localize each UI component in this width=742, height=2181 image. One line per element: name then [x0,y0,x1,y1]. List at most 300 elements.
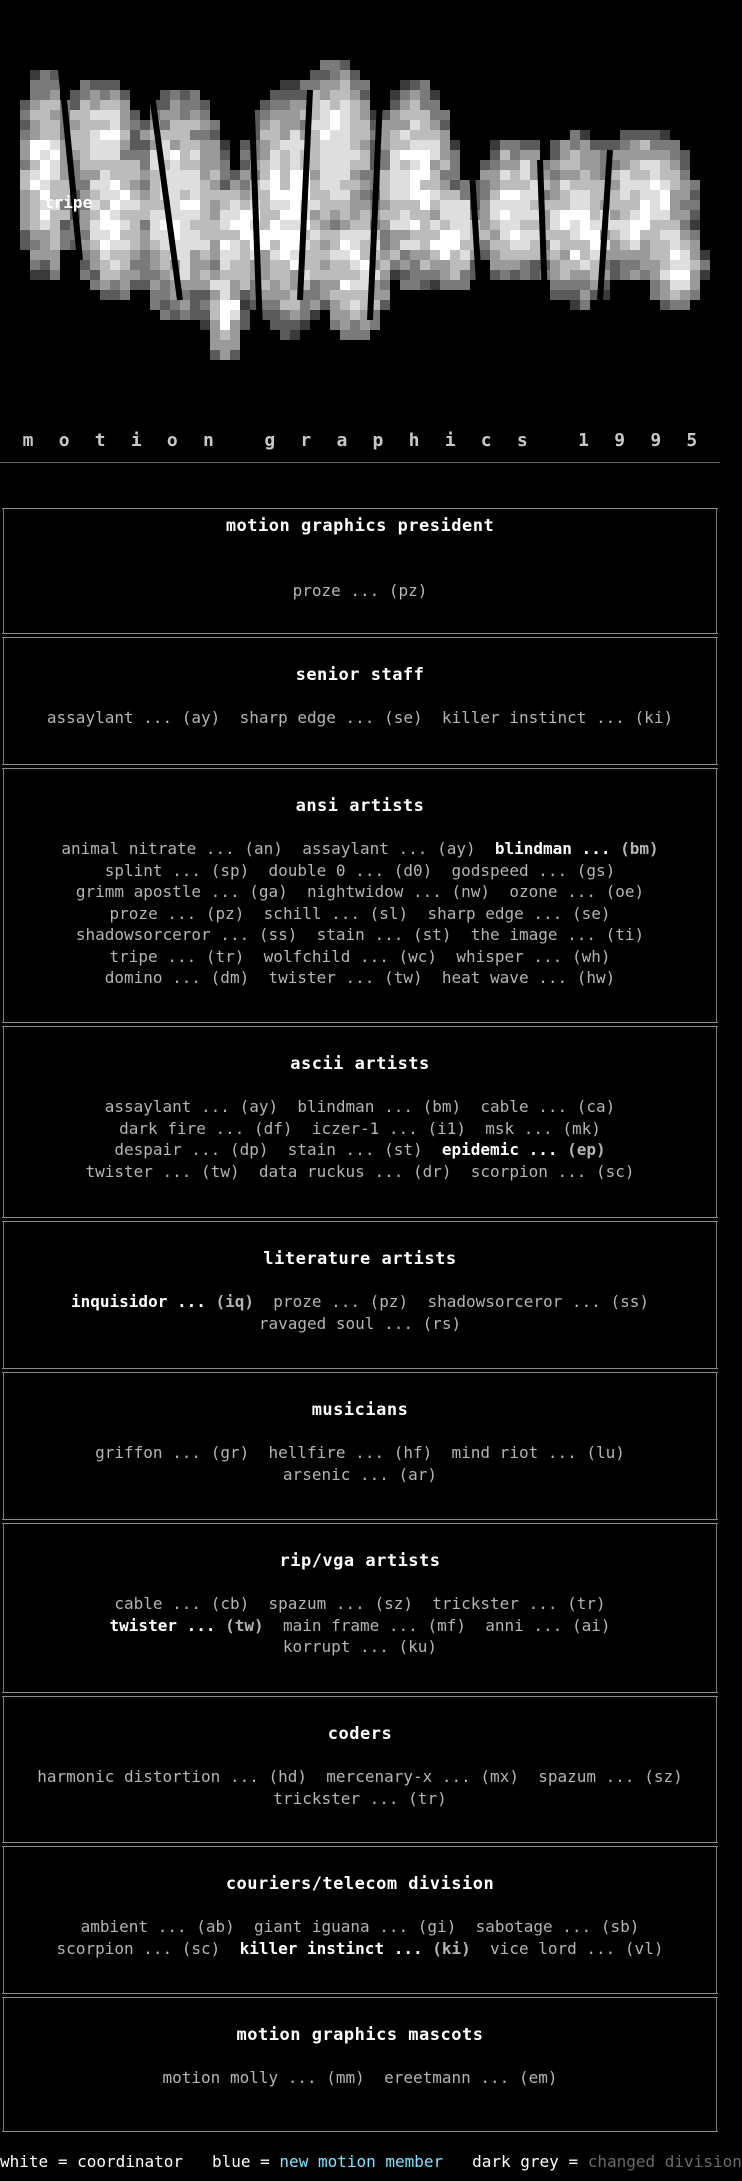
logo-pixel [170,200,180,210]
logo-pixel [520,260,530,270]
member-name: the image [470,925,558,944]
logo-pixel [260,100,270,110]
logo-pixel [280,330,290,340]
logo-pixel [580,130,590,140]
member-line [2,860,718,882]
member-entry: wolfchild ... (wc) [263,946,438,966]
logo-pixel [110,180,120,190]
logo-pixel [160,270,170,280]
logo-pixel [50,100,60,110]
member-tag: (ga) [249,882,288,901]
logo-pixel [360,150,370,160]
logo-pixel [110,200,120,210]
tagline-letter: i [444,430,456,451]
logo-pixel [100,240,110,250]
logo-pixel [490,230,500,240]
logo-pixel [120,200,130,210]
logo-pixel [120,140,130,150]
member-tag: (i1) [427,1118,466,1138]
logo-pixel [330,280,340,290]
member-name: main frame [282,1615,380,1635]
logo-pixel [350,270,360,280]
member-name: double 0 [268,860,346,880]
logo-pixel [620,150,630,160]
logo-pixel [260,210,270,220]
logo-pixel [270,220,280,230]
logo-pixel [460,180,470,190]
logo-pixel [100,200,110,210]
logo-pixel [340,210,350,220]
logo-pixel [650,150,660,160]
section-rip-vga-artists [2,1523,718,1693]
section-heading: motion graphics mascots [236,2025,484,2045]
logo-pixel [430,140,440,150]
logo-pixel [210,140,220,150]
logo-pixel [610,180,620,190]
member-tag: (dm) [210,968,250,987]
logo-pixel [520,160,530,170]
logo-pixel [180,90,190,100]
logo-pixel [260,190,270,200]
member-entry: scorpion ... (sc) [470,1161,635,1181]
logo-pixel [440,130,450,140]
logo-pixel [580,150,590,160]
logo-pixel [120,240,130,250]
logo-pixel [260,280,270,290]
member-entry: ozone ... (oe) [509,882,645,901]
logo-pixel [350,80,360,90]
logo-pixel [570,250,580,260]
logo-pixel [690,240,700,250]
logo-pixel [650,270,660,280]
logo-pixel [340,150,350,160]
logo-pixel [580,170,590,180]
logo-pixel [120,280,130,290]
logo-pixel [440,220,450,230]
logo-pixel [360,80,370,90]
logo-pixel [230,170,240,180]
logo-pixel [660,250,670,260]
logo-pixel [480,210,490,220]
logo-pixel [180,150,190,160]
logo-pixel [280,260,290,270]
logo-pixel [550,240,560,250]
logo-pixel [650,280,660,290]
logo-pixel [330,320,340,330]
logo-pixel [260,130,270,140]
logo-pixel [270,280,280,290]
member-tag: (bm) [422,1097,462,1116]
logo-pixel [400,260,410,270]
logo-pixel [110,140,120,150]
logo-pixel [570,280,580,290]
logo-pixel [130,130,140,140]
logo-pixel [220,330,230,340]
logo-pixel [690,290,700,300]
logo-pixel [110,210,120,220]
logo-pixel [510,190,520,200]
logo-pixel [580,220,590,230]
member-entry: heat wave ... (hw) [441,968,616,987]
logo-pixel [340,190,350,200]
logo-pixel [680,180,690,190]
logo-pixel [380,280,390,290]
logo-pixel [350,220,360,230]
member-entry: korrupt ... (ku) [282,1637,438,1656]
logo-pixel [50,250,60,260]
logo-pixel [600,140,610,150]
logo-pixel [550,220,560,230]
logo-pixel [480,250,490,260]
logo-pixel [130,150,140,160]
logo-pixel [620,200,630,210]
logo-pixel [440,150,450,160]
logo-pixel [390,230,400,240]
logo-pixel [350,310,360,320]
logo-pixel [650,170,660,180]
logo-pixel [630,200,640,210]
logo-pixel [280,100,290,110]
logo-pixel [520,190,530,200]
member-tag: (sc) [596,1161,635,1181]
logo-pixel [450,190,460,200]
member-name: epidemic [441,1140,519,1159]
logo-pixel [620,210,630,220]
logo-pixel [240,260,250,270]
logo-pixel [530,250,540,260]
logo-pixel [640,240,650,250]
logo-pixel [120,90,130,100]
logo-pixel [280,200,290,210]
logo-pixel [640,160,650,170]
logo-pixel [340,140,350,150]
logo-pixel [550,150,560,160]
member-entry: dark fire ... (df) [119,1118,293,1138]
logo-pixel [260,240,270,250]
logo-pixel [440,160,450,170]
logo-pixel [280,240,290,250]
logo-pixel [80,270,90,280]
logo-pixel [220,210,230,220]
member-entry: the image ... (ti) [470,925,645,944]
member-name: mercenary-x [326,1767,433,1786]
logo-pixel [280,320,290,330]
divider [0,462,720,463]
tagline-letter: 9 [650,430,662,451]
logo-pixel [180,110,190,120]
logo-pixel [380,270,390,280]
logo-pixel [650,140,660,150]
logo-pixel [490,170,500,180]
logo-pixel [400,180,410,190]
logo-pixel [90,260,100,270]
logo-pixel [50,260,60,270]
logo-pixel [610,250,620,260]
member-tag: (ab) [196,1917,235,1936]
logo-pixel [670,230,680,240]
logo-pixel [450,200,460,210]
member-name: assaylant [104,1097,192,1116]
logo-pixel [560,270,570,280]
logo-pixel [590,140,600,150]
logo-pixel [460,220,470,230]
logo-pixel [90,170,100,180]
logo-pixel [640,250,650,260]
logo-pixel [130,230,140,240]
logo-pixel [330,270,340,280]
logo-pixel [610,260,620,270]
logo-pixel [150,200,160,210]
section-heading: couriers/telecom division [225,1874,495,1894]
logo-pixel [670,170,680,180]
logo-pixel [660,170,670,180]
logo-pixel [30,90,40,100]
logo-pixel [280,170,290,180]
logo-pixel [580,230,590,240]
logo-pixel [140,190,150,200]
logo-pixel [210,320,220,330]
logo-pixel [440,250,450,260]
logo-pixel [190,280,200,290]
logo-pixel [190,140,200,150]
logo-pixel [30,180,40,190]
logo-pixel [70,100,80,110]
logo-pixel [310,140,320,150]
logo-pixel [190,300,200,310]
logo-pixel [80,160,90,170]
member-entry: trickster ... (tr) [273,1788,447,1808]
logo-pixel [270,260,280,270]
member-tag: (ki) [634,708,674,727]
logo-pixel [400,270,410,280]
logo-pixel [300,300,310,310]
logo-pixel [190,210,200,220]
member-tag: (gs) [576,860,616,880]
logo-pixel [230,320,240,330]
member-tag: (mm) [326,2068,365,2087]
logo-pixel [610,220,620,230]
logo-pixel [650,220,660,230]
logo-pixel [240,190,250,200]
logo-pixel [450,210,460,220]
logo-pixel [290,120,300,130]
member-tag: (se) [571,903,611,923]
member-tag: (sb) [600,1917,640,1936]
logo-pixel [240,290,250,300]
logo-pixel [480,170,490,180]
member-tag: (iq) [215,1292,255,1311]
logo-pixel [490,250,500,260]
logo-pixel [60,240,70,250]
logo-pixel [650,290,660,300]
logo-pixel [80,260,90,270]
logo-pixel [550,260,560,270]
logo-pixel [430,260,440,270]
member-name: hellfire [268,1443,346,1462]
logo-pixel [510,160,520,170]
logo-pixel [110,230,120,240]
logo-pixel [410,110,420,120]
logo-pixel [510,150,520,160]
logo-pixel [280,180,290,190]
member-entry: hellfire ... (hf) [268,1443,433,1462]
logo-pixel [580,210,590,220]
logo-pixel [390,90,400,100]
logo-pixel [220,180,230,190]
logo-pixel [230,340,240,350]
logo-pixel [320,240,330,250]
logo-pixel [130,220,140,230]
logo-pixel [220,350,230,360]
logo-pixel [360,110,370,120]
tagline-letter: h [408,430,420,451]
logo-pixel [640,130,650,140]
logo-pixel [360,230,370,240]
member-line [2,967,718,989]
logo-pixel [550,180,560,190]
logo-pixel [500,230,510,240]
logo-pixel [20,190,30,200]
logo-pixel [230,230,240,240]
logo-pixel [410,80,420,90]
logo-pixel [420,140,430,150]
member-list [2,1766,718,1809]
logo-pixel [690,210,700,220]
logo-pixel [660,190,670,200]
logo-pixel [240,160,250,170]
logo-pixel [590,170,600,180]
member-name: nightwidow [307,882,404,901]
logo-pixel [210,150,220,160]
logo-pixel [660,280,670,290]
logo-pixel [380,260,390,270]
logo-pixel [680,160,690,170]
logo-pixel [350,180,360,190]
logo-pixel [40,250,50,260]
member-entry: assaylant ... (ay) [302,839,476,858]
logo-pixel [410,190,420,200]
logo-pixel [160,90,170,100]
member-entry: domino ... (dm) [104,968,250,987]
logo-pixel [110,220,120,230]
logo-pixel [210,330,220,340]
logo-pixel [320,220,330,230]
logo-pixel [200,270,210,280]
logo-pixel [200,210,210,220]
logo-pixel [210,280,220,290]
logo-pixel [150,290,160,300]
logo-pixel [520,200,530,210]
logo-pixel [350,240,360,250]
logo-pixel [230,210,240,220]
logo-pixel [30,160,40,170]
member-name: domino [104,968,163,987]
logo-pixel [670,300,680,310]
logo-pixel [430,230,440,240]
logo-pixel [320,230,330,240]
member-entry: nightwidow ... (nw) [307,882,491,901]
logo-pixel [290,140,300,150]
logo-pixel [590,150,600,160]
logo-pixel [200,160,210,170]
logo-pixel [90,120,100,130]
logo-pixel [90,140,100,150]
member-tag: (vl) [624,1938,664,1958]
logo-pixel [160,260,170,270]
logo-pixel [420,240,430,250]
logo-pixel [160,280,170,290]
logo-pixel [30,80,40,90]
logo-pixel [120,220,130,230]
member-entry: mercenary-x ... (mx) [326,1767,519,1786]
logo-pixel [390,260,400,270]
logo-pixel [100,190,110,200]
logo-pixel [410,140,420,150]
logo-pixel [230,180,240,190]
tagline-letter: 5 [686,430,698,451]
logo-pixel [660,240,670,250]
logo-pixel [570,180,580,190]
logo-pixel [410,260,420,270]
logo-pixel [680,220,690,230]
logo-pixel [80,110,90,120]
logo-pixel [350,130,360,140]
logo-pixel [570,160,580,170]
logo-pixel [560,260,570,270]
logo-pixel [410,150,420,160]
logo-pixel [140,150,150,160]
member-entry: stain ... (st) [316,925,452,944]
logo-pixel [220,220,230,230]
logo-pixel [320,210,330,220]
logo-pixel [400,240,410,250]
logo-pixel [440,280,450,290]
logo-pixel [120,210,130,220]
legend-blue: blue = new motion member [211,2152,444,2171]
logo-pixel [310,270,320,280]
logo-pixel [220,300,230,310]
logo-pixel [420,150,430,160]
logo-pixel [390,140,400,150]
logo-pixel [690,220,700,230]
logo-pixel [480,240,490,250]
logo-pixel [180,180,190,190]
logo-pixel [630,170,640,180]
logo-pixel [230,310,240,320]
logo-pixel [350,200,360,210]
logo-pixel [220,260,230,270]
logo-pixel [680,290,690,300]
member-tag: (tw) [225,1615,264,1635]
logo-pixel [120,110,130,120]
member-entry: blindman ... (bm) [297,1097,462,1116]
logo-pixel [670,200,680,210]
member-entry: splint ... (sp) [104,860,250,880]
logo-pixel [330,60,340,70]
logo-pixel [620,270,630,280]
logo-pixel [430,90,440,100]
logo-pixel [630,250,640,260]
logo-pixel [670,180,680,190]
logo-pixel [580,290,590,300]
logo-pixel [20,100,30,110]
logo-pixel [520,170,530,180]
logo-pixel [50,220,60,230]
logo-pixel [240,180,250,190]
logo-pixel [340,80,350,90]
logo-pixel [230,350,240,360]
logo-pixel [170,90,180,100]
